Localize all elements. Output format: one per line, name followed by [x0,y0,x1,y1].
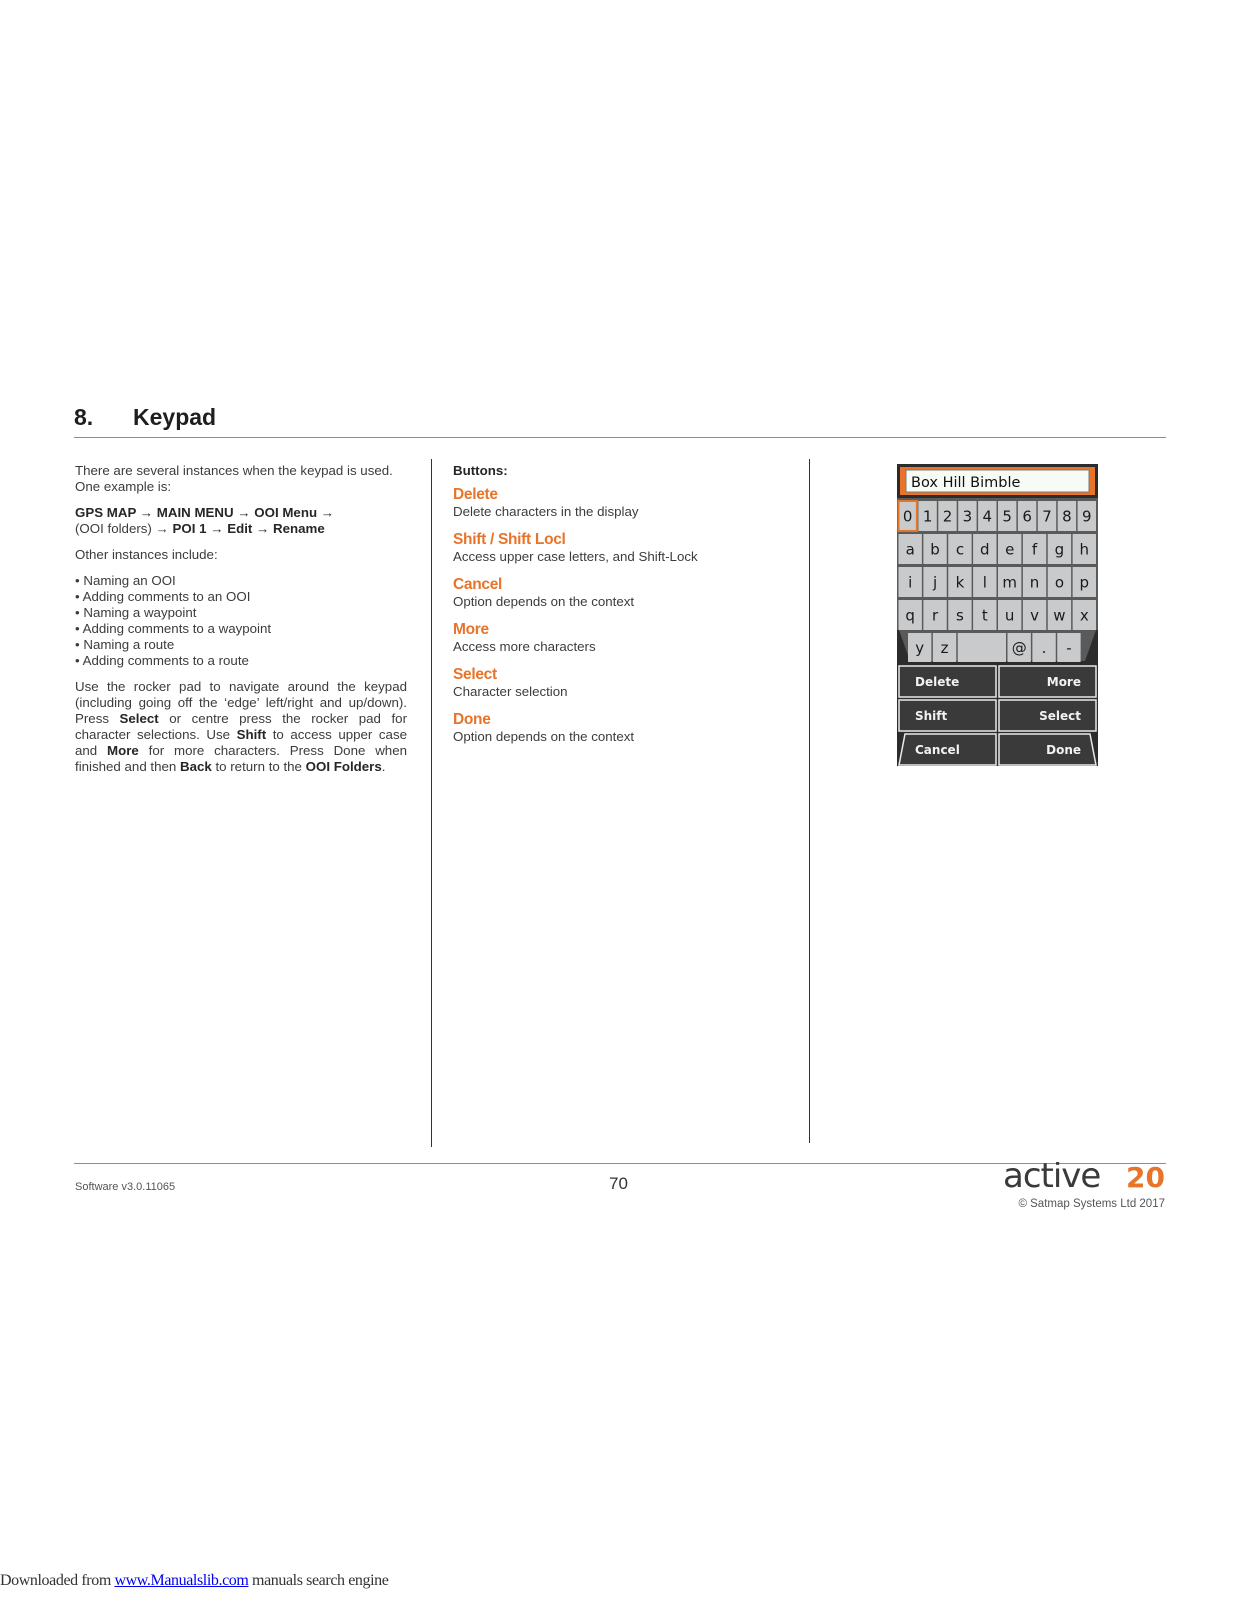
list-item: • Adding comments to an OOI [75,589,251,604]
svg-text:p: p [1079,573,1090,592]
menu-path-line2: POI 1 → Edit → Rename [172,521,325,536]
svg-text:x: x [1079,606,1089,625]
key-4[interactable] [978,501,996,531]
navigation-instructions: Use the rocker pad to navigate around the keypad (including going off the ‘edge’ left/right and up/down). Press Select or centre press the rocker pad for character selections. Use Shift to access upper case and More for more characters. Press Done when finished and then Back to return to the OOI Folders. [75,679,407,774]
button-description: Delete characters in the display [453,504,639,519]
button-name: Cancel [453,576,503,593]
key-7[interactable] [1038,501,1056,531]
software-version: Software v3.0.11065 [75,1181,176,1193]
button-name: Select [453,666,497,683]
svg-text:f: f [1031,540,1038,559]
done-softkey[interactable] [999,734,1096,765]
button-entry-delete [453,485,793,520]
button-entry-shift [453,530,793,565]
key-3[interactable] [958,501,976,531]
svg-text:w: w [1053,606,1066,625]
key-0[interactable] [899,501,917,531]
key-5[interactable] [998,501,1016,531]
key-8[interactable] [1058,501,1076,531]
key-a[interactable] [899,534,922,564]
intro-text: There are several instances when the keypad is used. One example is: [75,463,393,494]
key-p[interactable] [1073,567,1096,597]
button-name: Shift / Shift Locl [453,531,566,548]
menu-path [75,505,407,537]
key-o[interactable] [1048,567,1071,597]
key-z[interactable] [933,633,956,662]
section-number: 8. [74,404,94,430]
svg-text:Select: Select [1039,709,1081,723]
svg-text:4: 4 [982,507,993,526]
key-at[interactable] [1008,633,1031,662]
key-h[interactable] [1073,534,1096,564]
list-item: • Adding comments to a route [75,653,249,668]
svg-text:s: s [956,606,964,625]
key-1[interactable] [918,501,936,531]
svg-text:z: z [940,639,949,657]
svg-text:r: r [931,606,939,625]
button-entry-more [453,620,793,655]
key-w[interactable] [1048,600,1071,630]
button-description: Character selection [453,684,568,699]
button-entry-cancel [453,575,793,610]
svg-text:u: u [1004,606,1015,625]
button-name: Delete [453,486,498,503]
svg-text:Done: Done [1046,743,1081,757]
key-d[interactable] [973,534,996,564]
button-description: Access upper case letters, and Shift-Lock [453,549,698,564]
column-divider-1 [431,459,432,1147]
svg-text:9: 9 [1082,507,1092,526]
key-i[interactable] [899,567,922,597]
svg-text:Shift: Shift [915,709,948,723]
column-buttons [453,463,793,755]
key-f[interactable] [1023,534,1046,564]
svg-text:1: 1 [922,507,933,526]
section-title: Keypad [133,404,217,430]
key-t[interactable] [973,600,996,630]
svg-text:y: y [915,639,925,657]
keypad-screenshot [897,464,1098,766]
key-2[interactable] [938,501,956,531]
list-item: • Naming an OOI [75,573,176,588]
svg-text:@: @ [1011,639,1027,657]
svg-text:g: g [1054,540,1065,559]
key-v[interactable] [1023,600,1046,630]
key-c[interactable] [948,534,971,564]
key-e[interactable] [998,534,1021,564]
svg-text:h: h [1079,540,1090,559]
key-q[interactable] [899,600,922,630]
buttons-header: Buttons: [453,463,508,478]
button-entry-done [453,710,793,745]
key-n[interactable] [1023,567,1046,597]
svg-text:6: 6 [1022,507,1032,526]
svg-text:.: . [1041,639,1047,657]
instance-list [75,573,407,669]
svg-text:2: 2 [942,507,953,526]
svg-text:k: k [955,573,965,592]
menu-path-prefix: (OOI folders) → [75,521,173,536]
key-s[interactable] [948,600,971,630]
key-dash[interactable] [1057,633,1080,662]
key-b[interactable] [923,534,946,564]
svg-text:7: 7 [1042,507,1052,526]
key-l[interactable] [973,567,996,597]
column-divider-2 [809,459,810,1143]
svg-text:a: a [905,540,915,559]
svg-text:0: 0 [902,507,913,526]
key-m[interactable] [998,567,1021,597]
button-name: More [453,621,489,638]
svg-text:e: e [1005,540,1015,559]
column-intro [75,463,407,785]
download-notice: Downloaded from www.Manualslib.com manuals search engine [0,1572,389,1589]
page-number: 70 [609,1174,628,1193]
key-g[interactable] [1048,534,1071,564]
svg-text:q: q [905,606,915,625]
logo-text: active [1003,1162,1101,1196]
svg-text:b: b [930,540,940,559]
key-x[interactable] [1073,600,1096,630]
delete-softkey[interactable] [899,666,996,697]
list-item: • Naming a route [75,637,175,652]
svg-text:Delete: Delete [915,675,960,689]
manualslib-link[interactable]: www.Manualslib.com [114,1572,249,1589]
svg-text:c: c [955,540,965,559]
key-j[interactable] [923,567,946,597]
svg-text:3: 3 [962,507,973,526]
svg-text:5: 5 [1002,507,1012,526]
button-entry-select [453,665,793,700]
button-description: Access more characters [453,639,596,654]
svg-text:t: t [981,606,988,625]
key-y[interactable] [908,633,931,662]
cancel-softkey[interactable] [899,734,996,765]
button-name: Done [453,711,491,728]
svg-text:i: i [908,573,913,592]
key-6[interactable] [1018,501,1036,531]
svg-text:-: - [1066,639,1072,657]
heading-rule [74,437,1166,438]
svg-text:v: v [1030,606,1040,625]
svg-text:n: n [1029,573,1040,592]
key-k[interactable] [948,567,971,597]
key-r[interactable] [923,600,946,630]
active20-logo [1003,1162,1167,1198]
svg-text:More: More [1046,675,1081,689]
svg-text:l: l [982,573,987,592]
svg-text:o: o [1054,573,1065,592]
copyright: © Satmap Systems Ltd 2017 [1018,1198,1165,1210]
text-field-value: Box Hill Bimble [911,475,1021,491]
shift-softkey[interactable] [899,700,996,731]
svg-text:d: d [980,540,990,559]
key-9[interactable] [1078,501,1096,531]
svg-text:j: j [932,573,938,592]
list-item: • Adding comments to a waypoint [75,621,272,636]
key-u[interactable] [998,600,1021,630]
menu-path-line1: GPS MAP → MAIN MENU → OOI Menu → [75,505,335,520]
more-softkey[interactable] [999,666,1096,697]
svg-text:Cancel: Cancel [915,743,960,757]
key-space[interactable] [958,633,1006,662]
button-description: Option depends on the context [453,594,635,609]
list-item: • Naming a waypoint [75,605,197,620]
select-softkey[interactable] [999,700,1096,731]
key-dot[interactable] [1032,633,1055,662]
logo-number: 20 [1126,1162,1165,1194]
other-instances-intro: Other instances include: [75,547,218,562]
button-description: Option depends on the context [453,729,635,744]
svg-text:m: m [1002,573,1017,592]
svg-text:8: 8 [1062,507,1072,526]
